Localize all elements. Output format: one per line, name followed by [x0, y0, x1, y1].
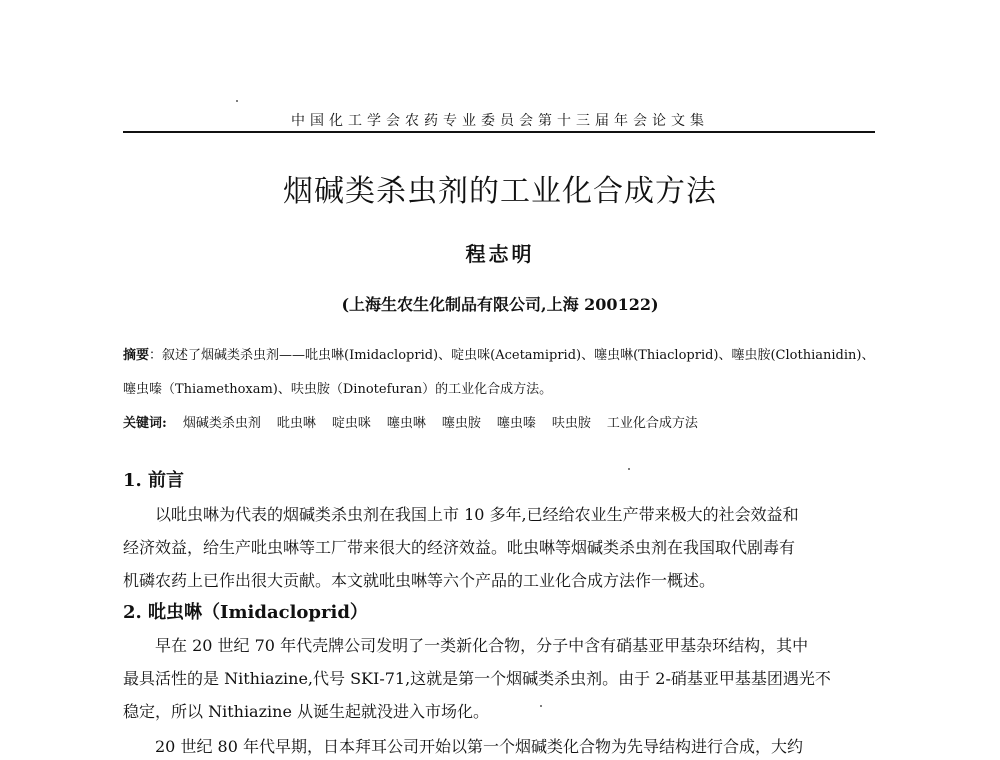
author-affiliation: (上海生农生化制品有限公司,上海 200122)	[341, 295, 659, 314]
keyword: 呋虫胺	[551, 416, 591, 431]
paragraph-line: 20 世纪 80 年代早期，日本拜耳公司开始以第一个烟碱类化合物为先导结构进行合成，大约	[155, 737, 803, 756]
scan-speck	[628, 468, 630, 470]
paragraph-line: 稳定，所以 Nithiazine 从诞生起就没进入市场化。	[123, 702, 490, 721]
article-author: 程志明	[465, 242, 535, 266]
keywords-label: 关键词:	[123, 416, 167, 431]
header-rule	[123, 131, 875, 133]
paragraph-line: 以吡虫啉为代表的烟碱类杀虫剂在我国上市 10 多年,已经给农业生产带来极大的社会效益和	[155, 505, 799, 524]
abstract-text-1: ：叙述了烟碱类杀虫剂——吡虫啉(Imidacloprid)、啶虫咪(Acetamiprid)、噻虫啉(Thiacloprid)、噻虫胺(Clothianidin)、	[149, 348, 875, 363]
paragraph-line: 经济效益，给生产吡虫啉等工厂带来很大的经济效益。吡虫啉等烟碱类杀虫剂在我国取代剧毒有	[123, 538, 796, 557]
section-heading-imidacloprid: 2. 吡虫啉（Imidacloprid）	[123, 602, 368, 623]
scan-speck	[236, 100, 238, 102]
section-heading-intro: 1. 前言	[123, 470, 185, 491]
abstract-label: 摘要	[123, 348, 150, 363]
keyword: 噻虫啉	[386, 416, 426, 431]
keyword: 吡虫啉	[276, 416, 316, 431]
keyword: 烟碱类杀虫剂	[182, 416, 261, 431]
keyword: 噻虫嗪	[496, 416, 536, 431]
keyword: 噻虫胺	[441, 416, 481, 431]
keyword: 工业化合成方法	[606, 416, 698, 431]
abstract-line-2: 噻虫嗪（Thiamethoxam)、呋虫胺（Dinotefuran）的工业化合成方法。	[123, 382, 553, 397]
abstract-line-1	[123, 344, 883, 363]
paragraph-line: 机磷农药上已作出很大贡献。本文就吡虫啉等六个产品的工业化合成方法作一概述。	[123, 571, 716, 590]
paragraph-line: 最具活性的是 Nithiazine,代号 SKI-71,这就是第一个烟碱类杀虫剂。由于 2-硝基亚甲基基团遇光不	[123, 669, 831, 688]
keywords-line	[123, 412, 883, 431]
running-header: 中国化工学会农药专业委员会第十三届年会论文集	[291, 113, 709, 129]
paragraph-line: 早在 20 世纪 70 年代壳牌公司发明了一类新化合物，分子中含有硝基亚甲基杂环结构，其中	[155, 636, 809, 655]
article-title: 烟碱类杀虫剂的工业化合成方法	[283, 174, 717, 209]
scan-speck	[540, 705, 542, 707]
keyword: 啶虫咪	[331, 416, 371, 431]
